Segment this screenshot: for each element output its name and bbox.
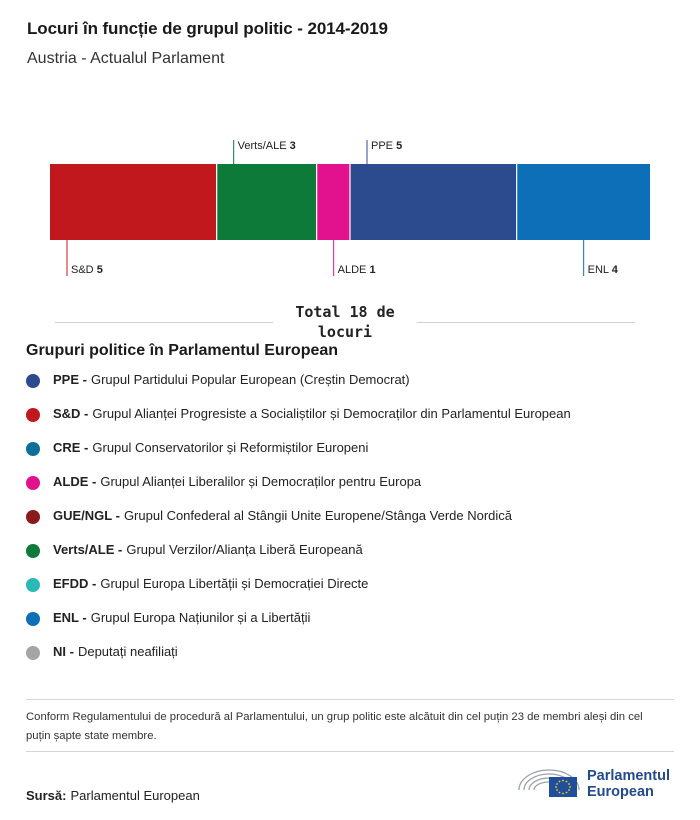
total-divider-right xyxy=(417,322,635,323)
legend-swatch xyxy=(26,544,40,558)
legend-abbr: NI - xyxy=(53,644,74,659)
data-label xyxy=(588,264,619,276)
data-label-value: 4 xyxy=(611,264,618,276)
legend-swatch xyxy=(26,646,40,660)
legend-swatch xyxy=(26,442,40,456)
legend-item xyxy=(26,508,571,542)
total-label: Total 18 de locuri xyxy=(295,303,395,341)
bar-segment xyxy=(517,164,650,240)
data-label-value: 3 xyxy=(289,140,296,152)
parliament-emblem-icon xyxy=(515,760,583,800)
legend-swatch xyxy=(26,578,40,592)
source xyxy=(26,788,200,803)
legend-abbr: Verts/ALE - xyxy=(53,542,123,557)
bar-segment xyxy=(50,164,217,240)
data-label-name: Verts/ALE xyxy=(237,140,290,152)
bar-segment xyxy=(217,164,317,240)
legend-name: Grupul Europa Libertății și Democrației Directe xyxy=(100,576,369,591)
data-label-name: S&D xyxy=(71,264,97,276)
legend-abbr: S&D - xyxy=(53,406,89,421)
data-label xyxy=(338,264,376,276)
data-label-value: 1 xyxy=(369,264,376,276)
data-label-value: 5 xyxy=(396,140,403,152)
legend-name: Grupul Partidului Popular European (Creștin Democrat) xyxy=(90,372,410,387)
data-label-name: ALDE xyxy=(337,264,370,276)
logo-text: Parlamentul European xyxy=(587,768,670,800)
total-seats xyxy=(55,302,635,342)
legend-abbr: PPE - xyxy=(53,372,87,387)
legend-item xyxy=(26,440,571,474)
legend-name: Grupul Alianței Progresiste a Socialiștilor și Democraților din Parlamentul European xyxy=(92,406,571,421)
legend-swatch xyxy=(26,612,40,626)
legend-name: Deputați neafiliați xyxy=(77,644,178,659)
legend-name: Grupul Alianței Liberalilor și Democraților pentru Europa xyxy=(100,474,422,489)
european-parliament-logo xyxy=(515,760,685,804)
legend-name: Grupul Europa Națiunilor și a Libertății xyxy=(90,610,311,625)
legend-swatch xyxy=(26,510,40,524)
data-label-value: 5 xyxy=(96,264,103,276)
legend-abbr: GUE/NGL - xyxy=(53,508,120,523)
bar-segment xyxy=(350,164,517,240)
total-divider-left xyxy=(55,322,273,323)
legend-swatch xyxy=(26,374,40,388)
divider xyxy=(26,699,674,700)
legend-item xyxy=(26,610,571,644)
legend-name: Grupul Confederal al Stângii Unite Europene/Stânga Verde Nordică xyxy=(123,508,513,523)
legend-title: Grupuri politice în Parlamentul European xyxy=(26,342,339,359)
chart-subtitle: Austria - Actualul Parlament xyxy=(27,50,225,67)
source-value: Parlamentul European xyxy=(70,788,200,803)
divider xyxy=(26,751,674,752)
legend-item xyxy=(26,372,571,406)
data-label-name: PPE xyxy=(371,140,397,152)
data-label xyxy=(371,140,402,152)
bar-segment xyxy=(317,164,350,240)
seat-bar-chart xyxy=(0,130,700,290)
data-label xyxy=(238,140,296,152)
data-label-name: ENL xyxy=(587,264,612,276)
legend-abbr: ALDE - xyxy=(53,474,97,489)
legend xyxy=(26,372,571,678)
legend-abbr: EFDD - xyxy=(53,576,97,591)
legend-name: Grupul Verzilor/Alianța Liberă Europeană xyxy=(126,542,363,557)
legend-abbr: CRE - xyxy=(53,440,89,455)
footnote: Conform Regulamentului de procedură al Parlamentului, un grup politic este alcătuit din cel puțin 23 de membri aleși din cel puțin șapte state membre. xyxy=(26,711,643,742)
legend-item xyxy=(26,474,571,508)
legend-item xyxy=(26,576,571,610)
chart-title: Locuri în funcție de grupul politic - 2014-2019 xyxy=(27,19,388,38)
legend-name: Grupul Conservatorilor și Reformiștilor Europeni xyxy=(92,440,369,455)
legend-item xyxy=(26,644,571,678)
legend-swatch xyxy=(26,476,40,490)
legend-swatch xyxy=(26,408,40,422)
source-label: Sursă: xyxy=(26,788,67,803)
legend-abbr: ENL - xyxy=(53,610,87,625)
legend-item xyxy=(26,542,571,576)
legend-item xyxy=(26,406,571,440)
data-label xyxy=(71,264,103,276)
